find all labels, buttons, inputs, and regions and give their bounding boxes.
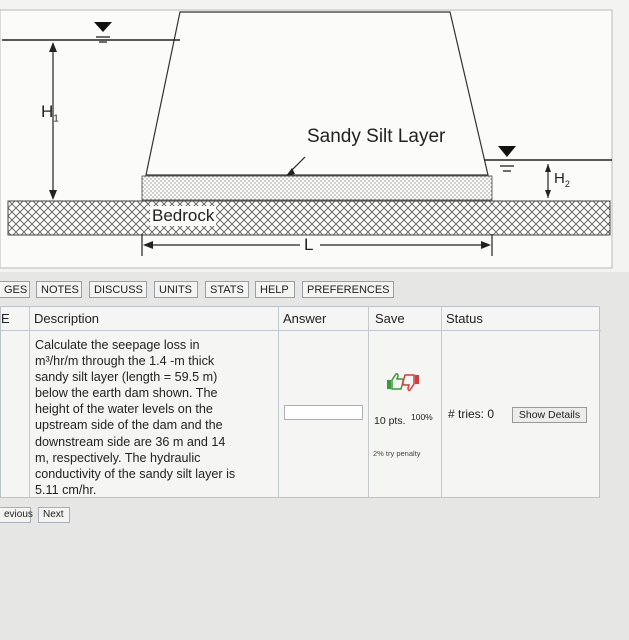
previous-button[interactable]: evious xyxy=(0,507,31,523)
dam-body xyxy=(146,12,488,175)
description-line: below the earth dam shown. The xyxy=(35,386,218,401)
rating-icons xyxy=(385,371,421,398)
description-line: m, respectively. The hydraulic xyxy=(35,450,201,465)
problem-description xyxy=(35,337,277,498)
bedrock-layer xyxy=(8,201,610,235)
tab-preferences[interactable]: PREFERENCES xyxy=(302,281,394,298)
status-column-header: Status xyxy=(446,311,483,326)
description-line: Calculate the seepage loss in xyxy=(35,338,200,352)
tries-counter: # tries: 0 xyxy=(448,407,495,421)
description-line: m³/hr/m through the 1.4 -m thick xyxy=(35,354,215,369)
description-line: sandy silt layer (length = 59.5 m) xyxy=(35,370,218,385)
h1-label: $H_1$ xyxy=(41,102,59,125)
tab-units[interactable]: UNITS xyxy=(154,281,198,298)
tab-notes[interactable]: NOTES xyxy=(36,281,82,298)
tab-messages[interactable]: GES xyxy=(0,281,30,298)
answer-column-header: Answer xyxy=(283,311,327,326)
description-line: downstream side are 36 m and 14 xyxy=(35,434,226,449)
description-column-header: Description xyxy=(34,311,100,326)
bedrock-label: Bedrock xyxy=(152,206,215,225)
try-penalty-note: 2% try penalty xyxy=(373,449,421,458)
problem-table xyxy=(0,306,600,498)
sandy-silt-layer xyxy=(142,176,492,200)
description-line: height of the water levels on the xyxy=(35,402,213,417)
description-line: conductivity of the sandy silt layer is xyxy=(35,466,236,481)
thumbs-down-icon[interactable] xyxy=(403,375,419,390)
length-label: L xyxy=(304,235,314,254)
problem-tab-bar xyxy=(0,281,629,301)
tab-help[interactable]: HELP xyxy=(255,281,295,298)
answer-input[interactable] xyxy=(284,405,363,420)
tab-stats[interactable]: STATS xyxy=(205,281,249,298)
next-button[interactable]: Next xyxy=(38,507,70,523)
points-value: 10 pts. xyxy=(374,415,406,427)
number-column-header: E xyxy=(1,311,10,326)
save-column-header: Save xyxy=(375,311,405,326)
dam-diagram xyxy=(0,0,629,272)
description-line: upstream side of the dam and the xyxy=(35,418,223,433)
description-line: 5.11 cm/hr. xyxy=(35,482,97,497)
sandy-silt-layer-label: Sandy Silt Layer xyxy=(307,126,446,147)
tab-discuss[interactable]: DISCUSS xyxy=(89,281,147,298)
score-percent: 100% xyxy=(411,412,433,422)
show-details-button[interactable]: Show Details xyxy=(512,407,587,423)
thumbs-up-icon[interactable] xyxy=(387,374,403,389)
h2-label: $H_2$ xyxy=(554,170,570,189)
